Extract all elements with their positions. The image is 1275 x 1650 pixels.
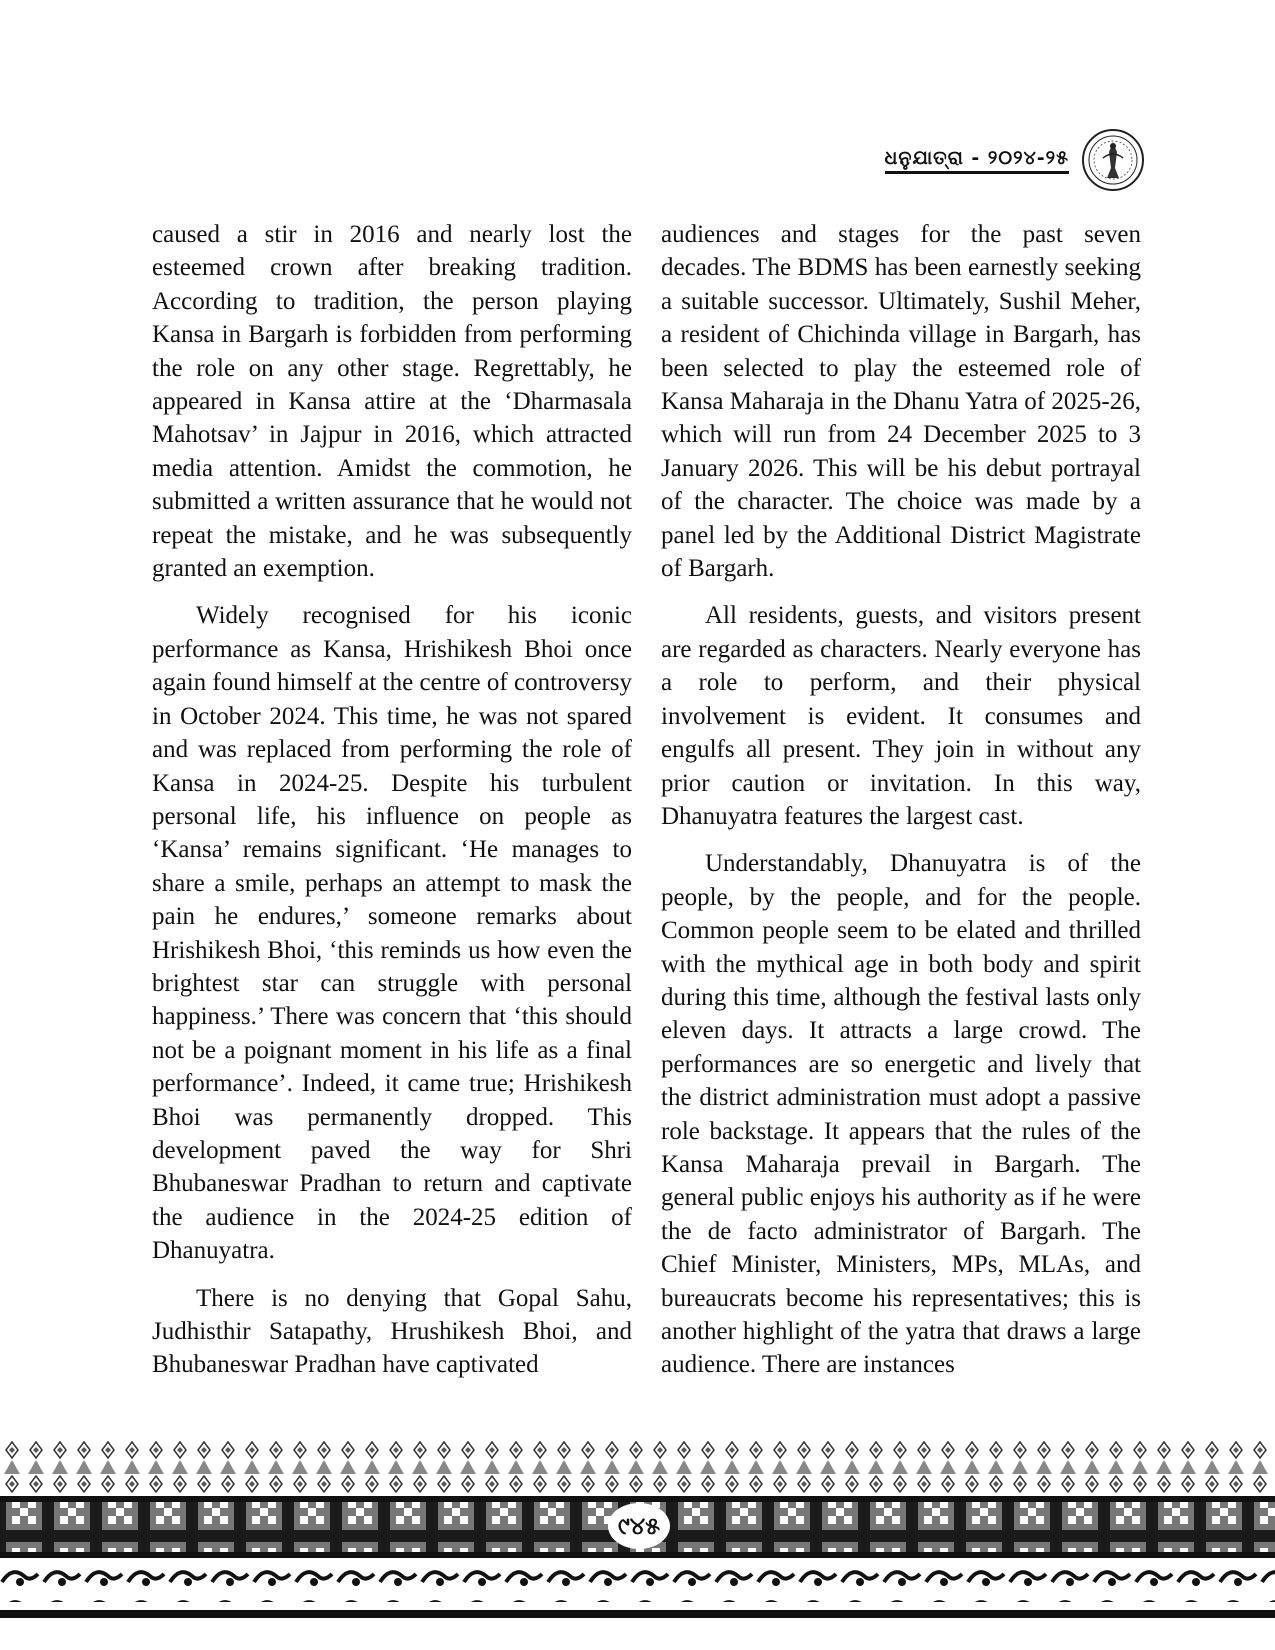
left-column (152, 218, 632, 1396)
paragraph: audiences and stages for the past seven decades. The BDMS has been earnestly seeking a suitable successor. Ultimately, Sushil Meher, a resident of Chichinda village in Bargarh, has been selected to play the esteemed role of Kansa Maharaja in the Dhanu Yatra of 2025-26, which will run from 24 December 2025 to 3 January 2026. This will be his debut portrayal of the character. The choice was made by a panel led by the Additional District Magistrate of Bargarh. (661, 221, 1141, 583)
paragraph: All residents, guests, and visitors present are regarded as characters. Nearly everyone has a role to perform, and their physical involvement is evident. It consumes and engulfs all present. They join in without any prior caution or invitation. In this way, Dhanuyatra features the largest cast. (661, 602, 1141, 830)
page-number: ୯୪୫ (608, 1503, 670, 1549)
page-header (885, 128, 1145, 192)
paragraph: caused a stir in 2016 and nearly lost the esteemed crown after breaking tradition. According to tradition, the person playing Kansa in Bargarh is forbidden from performing the role on any other stage. Regrettably, he appeared in Kansa attire at the ‘Dharmasala Mahotsav’ in Jajpur in 2016, which attracted media attention. Amidst the commotion, he submitted a written assurance that he would not repeat the mistake, and he was subsequently granted an exemption. (152, 221, 632, 583)
running-title: ଧନୁଯାତ୍ରା - ୨୦୨୪-୨୫ (885, 147, 1069, 174)
paragraph: Understandably, Dhanuyatra is of the people, by the people, and for the people. Common people seem to be elated and thrilled with the mythical age in both body and spirit during this time, although the festival lasts only eleven days. It attracts a large crowd. The performances are so energetic and lively that the district administration must adopt a passive role backstage. It appears that the rules of the Kansa Maharaja prevail in Bargarh. The general public enjoys his authority as if he were the de facto administrator of Bargarh. The Chief Minister, Ministers, MPs, MLAs, and bureaucrats become his representatives; this is another highlight of the yatra that draws a large audience. There are instances (661, 850, 1141, 1379)
right-column (661, 218, 1141, 1396)
paragraph: Widely recognised for his iconic performance as Kansa, Hrishikesh Bhoi once again found himself at the centre of controversy in October 2024. This time, he was not spared and was replaced from performing the role of Kansa in 2024-25. Despite his turbulent personal life, his influence on people as ‘Kansa’ remains significant. ‘He manages to share a smile, perhaps an attempt to mask the pain he endures,’ someone remarks about Hrishikesh Bhoi, ‘this reminds us how even the brightest star can struggle with personal happiness.’ There was concern that ‘this should not be a poignant moment in his life as a final performance’. Indeed, it came true; Hrishikesh Bhoi was permanently dropped. This development paved the way for Shri Bhubaneswar Pradhan to return and captivate the audience in the 2024-25 edition of Dhanuyatra. (152, 602, 632, 1265)
paragraph: There is no denying that Gopal Sahu, Judhisthir Satapathy, Hrushikesh Bhoi, and Bhubaneswar Pradhan have captivated (152, 1284, 632, 1379)
festival-seal-icon (1081, 128, 1145, 192)
